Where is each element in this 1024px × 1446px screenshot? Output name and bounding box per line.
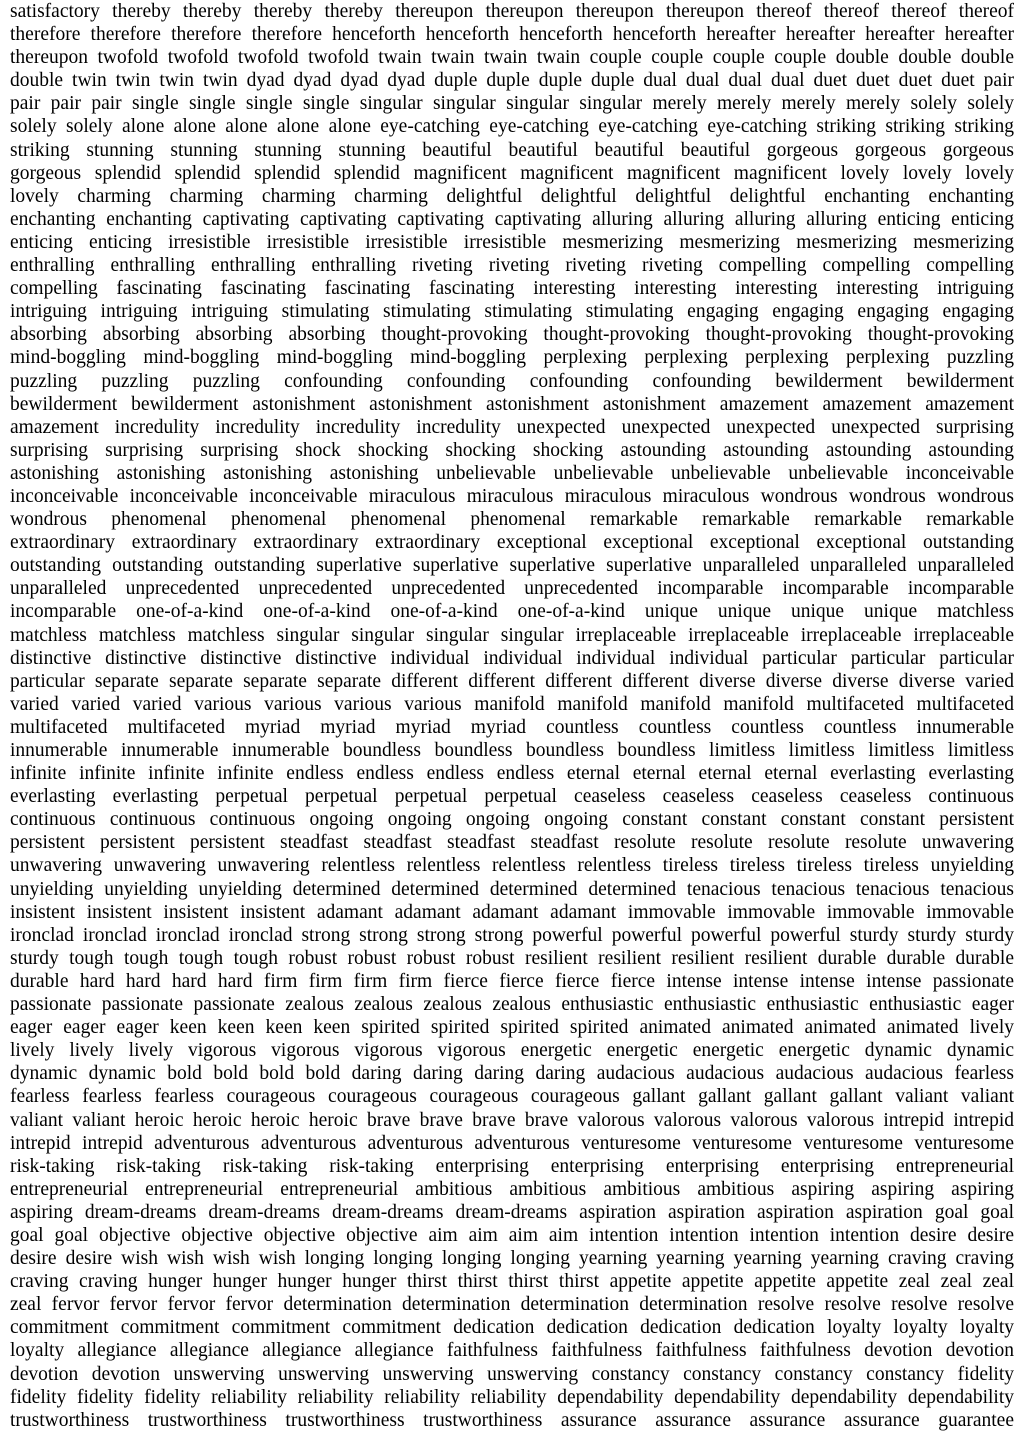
text-line-8: gorgeous splendid splendid splendid splendid magnificent magnificent magnificent magnificent lovely lovely lovely bbox=[10, 162, 1014, 184]
text-line-58: commitment commitment commitment commitment dedication dedication dedication dedication loyalty loyalty loyalty bbox=[10, 1317, 1014, 1339]
text-line-28: matchless matchless matchless singular singular singular singular irreplaceable irreplaceable irreplaceable irreplaceable bbox=[10, 624, 1014, 646]
text-line-49: valiant valiant heroic heroic heroic heroic brave brave brave brave valorous valorous valorous valorous intrepid intrepid bbox=[10, 1109, 1014, 1131]
text-line-23: wondrous phenomenal phenomenal phenomenal phenomenal remarkable remarkable remarkable remarkable bbox=[10, 509, 1014, 531]
text-line-30: particular separate separate separate separate different different different different diverse diverse diverse diverse varied bbox=[10, 670, 1014, 692]
text-line-43: durable hard hard hard hard firm firm firm firm fierce fierce fierce fierce intense intense intense intense passionate bbox=[10, 970, 1014, 992]
text-line-51: risk-taking risk-taking risk-taking risk-taking enterprising enterprising enterprising enterprising entrepreneurial bbox=[10, 1155, 1014, 1177]
text-line-32: multifaceted multifaceted myriad myriad myriad myriad countless countless countless countless innumerable bbox=[10, 716, 1014, 738]
text-line-39: unyielding unyielding unyielding determined determined determined determined tenacious tenacious tenacious tenacious bbox=[10, 878, 1014, 900]
text-line-36: continuous continuous continuous ongoing ongoing ongoing ongoing constant constant constant constant persistent bbox=[10, 809, 1014, 831]
text-line-56: craving craving hunger hunger hunger hunger thirst thirst thirst thirst appetite appetite appetite appetite zeal zeal zeal bbox=[10, 1271, 1014, 1293]
text-line-57: zeal fervor fervor fervor fervor determination determination determination determination resolve resolve resolve resolve bbox=[10, 1294, 1014, 1316]
text-line-13: compelling fascinating fascinating fascinating fascinating interesting interesting interesting interesting intriguing bbox=[10, 278, 1014, 300]
text-line-14: intriguing intriguing intriguing stimulating stimulating stimulating stimulating engaging engaging engaging engaging bbox=[10, 301, 1014, 323]
text-line-35: everlasting everlasting perpetual perpetual perpetual perpetual ceaseless ceaseless ceaseless ceaseless continuous bbox=[10, 786, 1014, 808]
text-line-9: lovely charming charming charming charming delightful delightful delightful delightful enchanting enchanting bbox=[10, 185, 1014, 207]
text-line-25: outstanding outstanding outstanding superlative superlative superlative superlative unparalleled unparalleled unparalleled bbox=[10, 555, 1014, 577]
text-line-18: bewilderment bewilderment astonishment astonishment astonishment astonishment amazement amazement amazement bbox=[10, 393, 1014, 415]
text-line-29: distinctive distinctive distinctive distinctive individual individual individual individual particular particular particular bbox=[10, 647, 1014, 669]
text-line-44: passionate passionate passionate zealous zealous zealous zealous enthusiastic enthusiastic enthusiastic enthusiastic eager bbox=[10, 994, 1014, 1016]
text-line-3: thereupon twofold twofold twofold twofold twain twain twain twain couple couple couple couple double double double bbox=[10, 47, 1014, 69]
text-line-15: absorbing absorbing absorbing absorbing thought-provoking thought-provoking thought-provoking thought-provoking bbox=[10, 324, 1014, 346]
text-line-62: trustworthiness trustworthiness trustworthiness trustworthiness assurance assurance assurance assurance guarantee bbox=[10, 1409, 1014, 1431]
text-line-53: aspiring dream-dreams dream-dreams dream-dreams dream-dreams aspiration aspiration aspiration aspiration goal goal bbox=[10, 1201, 1014, 1223]
text-line-45: eager eager eager keen keen keen keen spirited spirited spirited spirited animated animated animated animated lively bbox=[10, 1017, 1014, 1039]
text-line-10: enchanting enchanting captivating captivating captivating captivating alluring alluring alluring alluring enticing enticing bbox=[10, 208, 1014, 230]
text-line-22: inconceivable inconceivable inconceivable miraculous miraculous miraculous miraculous wondrous wondrous wondrous bbox=[10, 485, 1014, 507]
text-line-52: entrepreneurial entrepreneurial entrepreneurial ambitious ambitious ambitious ambitious aspiring aspiring aspiring bbox=[10, 1178, 1014, 1200]
text-line-24: extraordinary extraordinary extraordinary extraordinary exceptional exceptional exceptional exceptional outstanding bbox=[10, 532, 1014, 554]
text-line-46: lively lively lively vigorous vigorous vigorous vigorous energetic energetic energetic energetic dynamic dynamic bbox=[10, 1040, 1014, 1062]
text-line-27: incomparable one-of-a-kind one-of-a-kind one-of-a-kind one-of-a-kind unique unique unique unique matchless bbox=[10, 601, 1014, 623]
text-line-38: unwavering unwavering unwavering relentless relentless relentless relentless tireless tireless tireless tireless unyielding bbox=[10, 855, 1014, 877]
text-line-60: devotion devotion unswerving unswerving unswerving unswerving constancy constancy constancy constancy fidelity bbox=[10, 1363, 1014, 1385]
text-line-55: desire desire wish wish wish wish longing longing longing longing yearning yearning yearning yearning craving craving bbox=[10, 1248, 1014, 1270]
document-body bbox=[10, 0, 1014, 1432]
text-line-33: innumerable innumerable innumerable boundless boundless boundless boundless limitless limitless limitless limitless bbox=[10, 740, 1014, 761]
text-line-17: puzzling puzzling puzzling confounding confounding confounding confounding bewilderment bewilderment bbox=[10, 370, 1014, 392]
text-line-54: goal goal objective objective objective objective aim aim aim aim intention intention intention intention desire desire bbox=[10, 1224, 1014, 1246]
text-line-5: pair pair pair single single single single singular singular singular singular merely merely merely merely solely solely bbox=[10, 93, 1014, 115]
text-line-4: double twin twin twin twin dyad dyad dyad dyad duple duple duple duple dual dual dual dual duet duet duet duet pair bbox=[10, 70, 1014, 92]
text-line-41: ironclad ironclad ironclad ironclad strong strong strong strong powerful powerful powerful powerful sturdy sturdy sturdy bbox=[10, 924, 1014, 946]
text-line-61: fidelity fidelity fidelity reliability reliability reliability reliability dependability dependability dependability dependability bbox=[10, 1386, 1014, 1408]
text-line-26: unparalleled unprecedented unprecedented unprecedented unprecedented incomparable incomparable incomparable bbox=[10, 578, 1014, 600]
text-line-7: striking stunning stunning stunning stunning beautiful beautiful beautiful beautiful gorgeous gorgeous gorgeous bbox=[10, 139, 1014, 161]
text-line-48: fearless fearless fearless courageous courageous courageous courageous gallant gallant gallant gallant valiant valiant bbox=[10, 1086, 1014, 1108]
text-line-16: mind-boggling mind-boggling mind-boggling mind-boggling perplexing perplexing perplexing perplexing puzzling bbox=[10, 347, 1014, 369]
text-line-59: loyalty allegiance allegiance allegiance allegiance faithfulness faithfulness faithfulness faithfulness devotion devotion bbox=[10, 1340, 1014, 1362]
text-line-34: infinite infinite infinite infinite endless endless endless endless eternal eternal eternal eternal everlasting everlasting bbox=[10, 763, 1014, 785]
text-line-50: intrepid intrepid adventurous adventurous adventurous adventurous venturesome venturesome venturesome venturesome bbox=[10, 1132, 1014, 1154]
text-line-37: persistent persistent persistent steadfast steadfast steadfast steadfast resolute resolute resolute resolute unwavering bbox=[10, 832, 1014, 854]
text-line-2: therefore therefore therefore therefore henceforth henceforth henceforth henceforth hereafter hereafter hereafter hereafter bbox=[10, 24, 1014, 46]
text-line-31: varied varied varied various various various various manifold manifold manifold manifold multifaceted multifaceted bbox=[10, 693, 1014, 715]
text-line-42: sturdy tough tough tough tough robust robust robust robust resilient resilient resilient resilient durable durable durable bbox=[10, 947, 1014, 969]
text-line-12: enthralling enthralling enthralling enthralling riveting riveting riveting riveting compelling compelling compelling bbox=[10, 255, 1014, 277]
text-line-1: satisfactory thereby thereby thereby thereby thereupon thereupon thereupon thereupon thereof thereof thereof thereof bbox=[10, 1, 1014, 22]
text-line-20: surprising surprising surprising shock shocking shocking shocking astounding astounding astounding astounding bbox=[10, 439, 1014, 461]
text-line-6: solely solely alone alone alone alone alone eye-catching eye-catching eye-catching eye-catching striking striking striking bbox=[10, 116, 1014, 138]
text-line-21: astonishing astonishing astonishing astonishing unbelievable unbelievable unbelievable unbelievable inconceivable bbox=[10, 462, 1014, 484]
text-line-19: amazement incredulity incredulity incredulity incredulity unexpected unexpected unexpected unexpected surprising bbox=[10, 416, 1014, 438]
text-line-47: dynamic dynamic bold bold bold bold daring daring daring daring audacious audacious audacious audacious fearless bbox=[10, 1063, 1014, 1085]
text-line-11: enticing enticing irresistible irresistible irresistible irresistible mesmerizing mesmerizing mesmerizing mesmerizing bbox=[10, 231, 1014, 253]
text-line-40: insistent insistent insistent insistent adamant adamant adamant adamant immovable immovable immovable immovable bbox=[10, 901, 1014, 923]
